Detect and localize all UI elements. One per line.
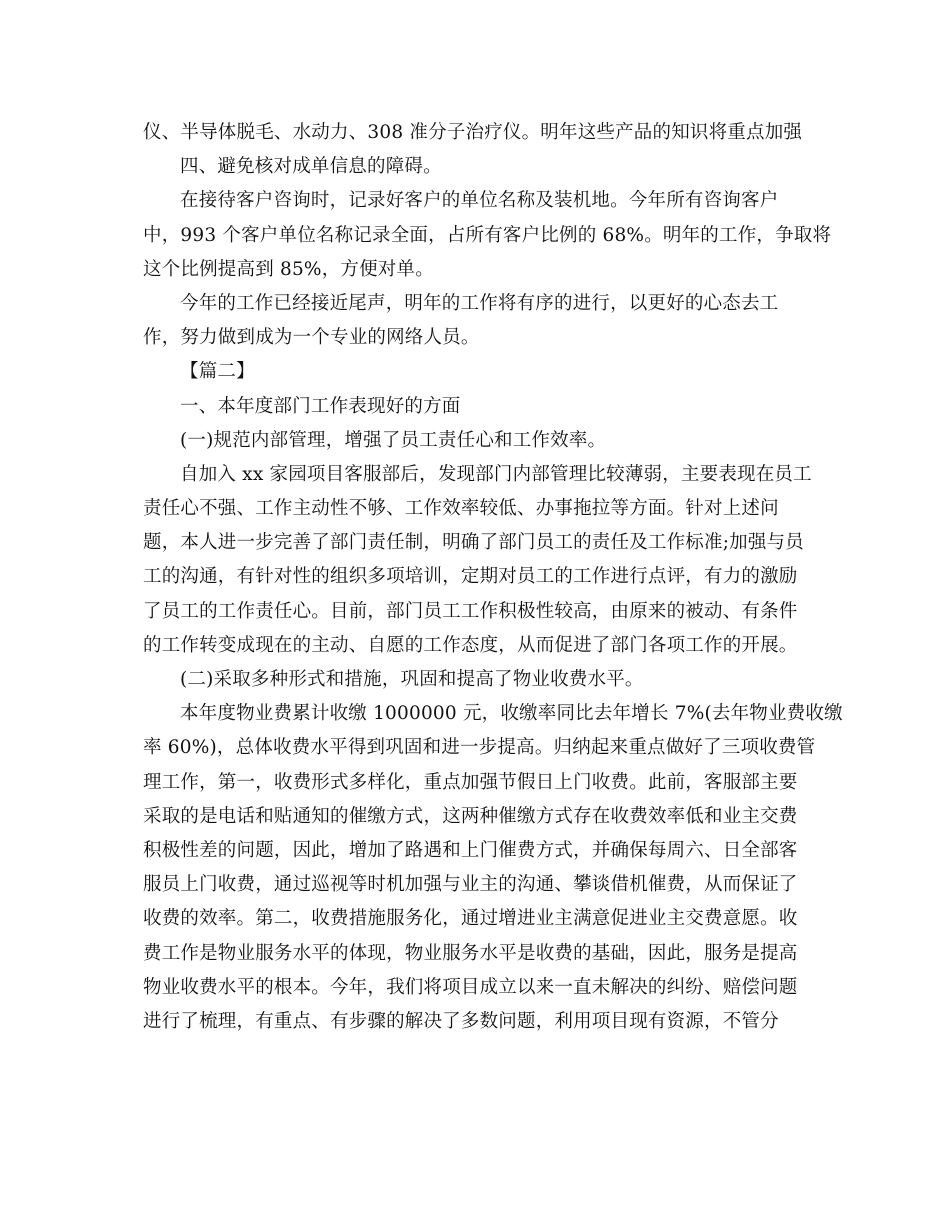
text-line: 费工作是物业服务水平的体现，物业服务水平是收费的基础，因此，服务是提高 <box>143 942 798 964</box>
text-line: 理工作，第一，收费形式多样化，重点加强节假日上门收费。此前，客服部主要 <box>143 771 798 793</box>
text-line: 今年的工作已经接近尾声，明年的工作将有序的进行，以更好的心态去工 <box>180 292 779 314</box>
text-line: 四、避免核对成单信息的障碍。 <box>180 156 442 178</box>
document-body <box>143 116 843 1039</box>
text-line: (二)采取多种形式和措施，巩固和提高了物业收费水平。 <box>180 669 644 690</box>
text-line: 积极性差的问题，因此，增加了路遇和上门催费方式，并确保每周六、日全部客 <box>143 839 798 861</box>
text-line: 责任心不强、工作主动性不够、工作效率较低、办事拖拉等方面。针对上述问 <box>143 498 779 520</box>
text-line: 作，努力做到成为一个专业的网络人员。 <box>143 327 480 349</box>
text-line: 这个比例提高到 85%，方便对单。 <box>143 258 434 280</box>
text-line: (一)规范内部管理，增强了员工责任心和工作效率。 <box>180 429 607 451</box>
text-line: 在接待客户咨询时，记录好客户的单位名称及装机地。今年所有咨询客户 <box>180 190 779 212</box>
text-line: 仪、半导体脱毛、水动力、308 准分子治疗仪。明年这些产品的知识将重点加强 <box>143 122 803 143</box>
text-line: 自加入 xx 家园项目客服部后，发现部门内部管理比较薄弱，主要表现在员工 <box>180 463 812 485</box>
text-line: 一、本年度部门工作表现好的方面 <box>180 395 461 417</box>
text-line: 题，本人进一步完善了部门责任制，明确了部门员工的责任及工作标准;加强与员 <box>143 532 804 554</box>
text-line: 的工作转变成现在的主动、自愿的工作态度，从而促进了部门各项工作的开展。 <box>143 634 798 656</box>
text-line: 工的沟通，有针对性的组织多项培训，定期对员工的工作进行点评，有力的激励 <box>143 566 798 588</box>
text-line: 收费的效率。第二，收费措施服务化，通过增进业主满意促进业主交费意愿。收 <box>143 908 798 930</box>
text-line: 【篇二】 <box>180 361 255 383</box>
text-line: 服员上门收费，通过巡视等时机加强与业主的沟通、攀谈借机催费，从而保证了 <box>143 874 798 896</box>
text-line: 本年度物业费累计收缴 1000000 元，收缴率同比去年增长 7%(去年物业费收缴 <box>180 703 843 725</box>
text-line: 了员工的工作责任心。目前，部门员工工作积极性较高，由原来的被动、有条件 <box>143 600 798 622</box>
text-line: 物业收费水平的根本。今年，我们将项目成立以来一直未解决的纠纷、赔偿问题 <box>143 976 798 998</box>
text-line: 采取的是电话和贴通知的催缴方式，这两种催缴方式存在收费效率低和业主交费 <box>143 805 798 827</box>
text-line: 中，993 个客户单位名称记录全面，占所有客户比例的 68%。明年的工作，争取将 <box>143 224 832 246</box>
text-line: 率 60%)，总体收费水平得到巩固和进一步提高。归纳起来重点做好了三项收费管 <box>143 737 816 759</box>
text-line: 进行了梳理，有重点、有步骤的解决了多数问题，利用项目现有资源，不管分 <box>143 1010 779 1032</box>
